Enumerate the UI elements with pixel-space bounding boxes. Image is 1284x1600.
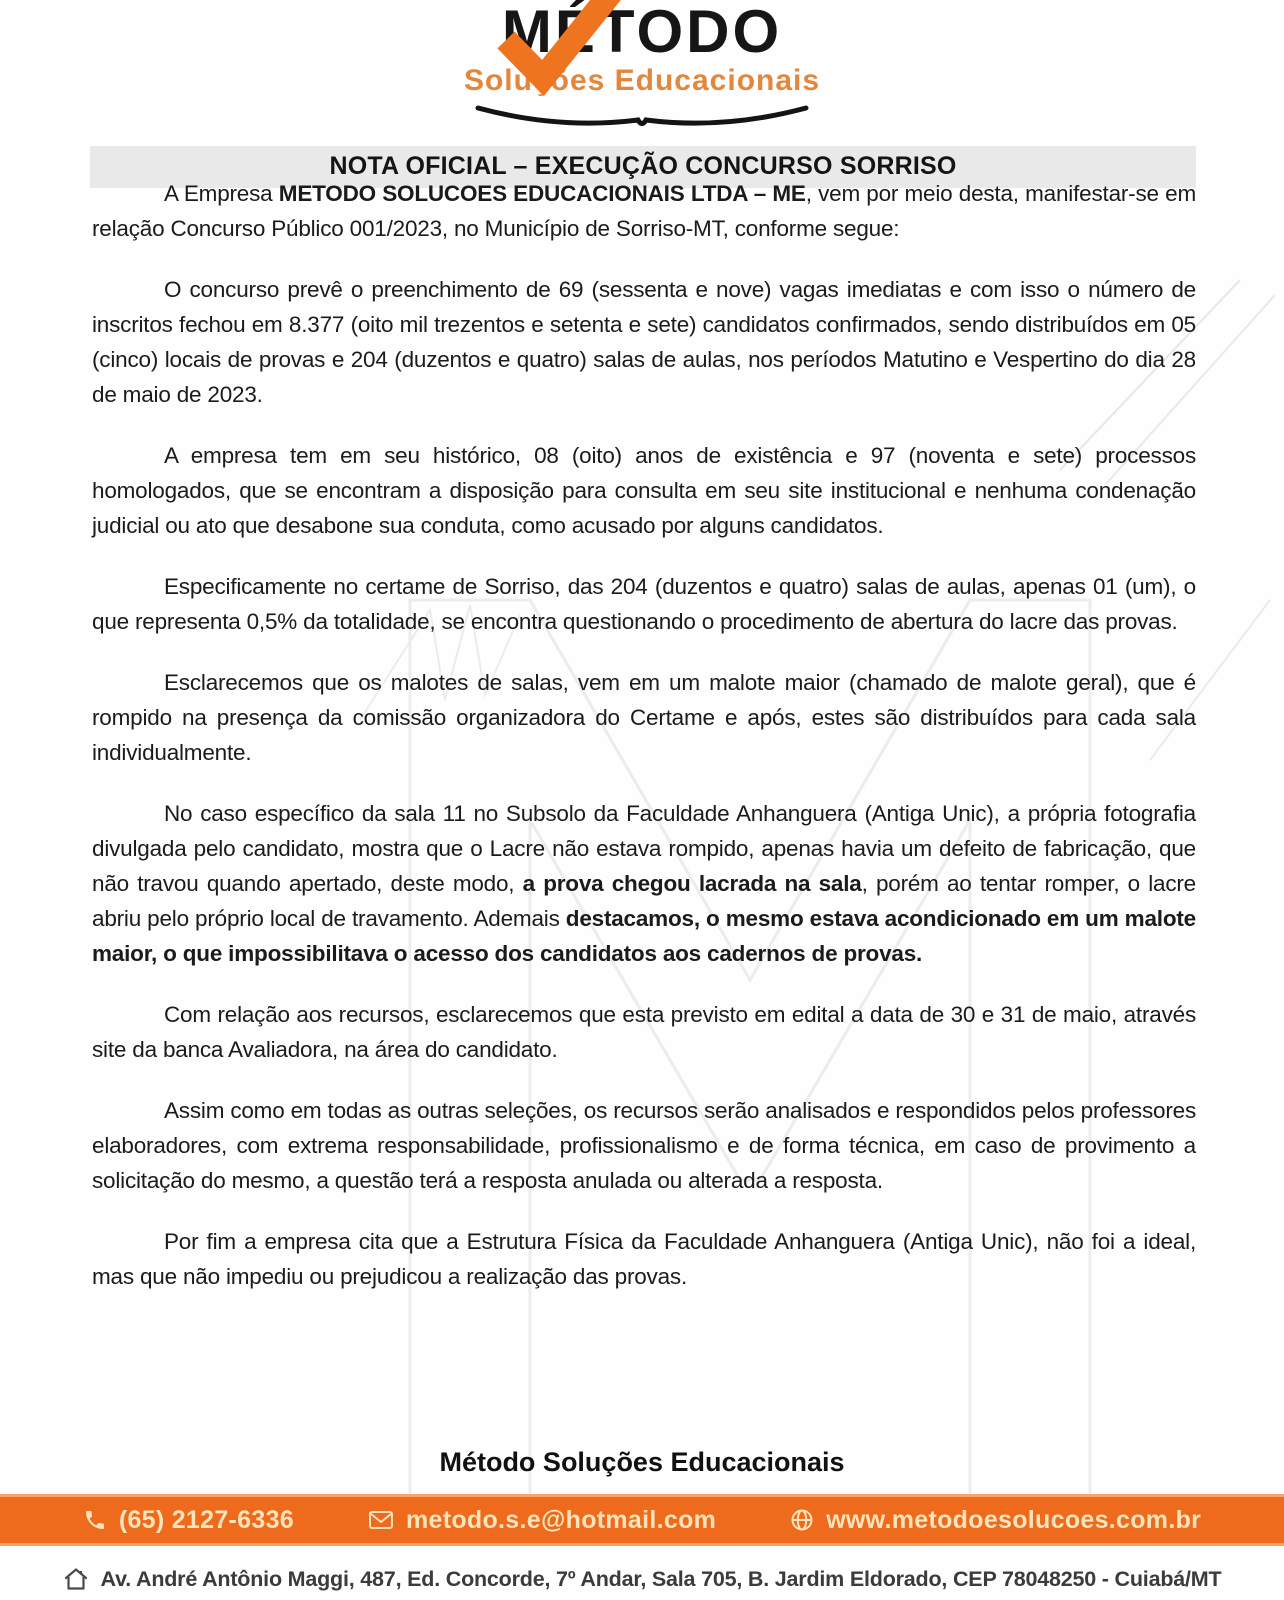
- text-segment: Assim como em todas as outras seleções, os recursos serão analisados e respondidos pelos professores elaboradores, com extrema responsabilidade, profissionalismo e de forma técnica, em caso de provimento a solicitação do mesmo, a questão terá a resposta anulada ou alterada a resposta.: [92, 1098, 1196, 1193]
- text-segment: Com relação aos recursos, esclarecemos que esta previsto em edital a data de 30 e 31 de maio, através site da banca Avaliadora, na área do candidato.: [92, 1002, 1196, 1062]
- paragraph: [92, 569, 1196, 639]
- page-title: NOTA OFICIAL – EXECUÇÃO CONCURSO SORRISO: [329, 152, 957, 180]
- text-segment: METODO SOLUCOES EDUCACIONAIS LTDA – ME: [278, 181, 806, 206]
- company-address: Av. André Antônio Maggi, 487, Ed. Concorde, 7º Andar, Sala 705, B. Jardim Eldorado, CEP 78048250 - Cuiabá/MT: [100, 1566, 1222, 1591]
- text-segment: destacamos, o mesmo estava acondicionado em um malote maior, o que impossibilitava o acesso dos candidatos aos cadernos de provas.: [92, 906, 1196, 966]
- paragraph: [92, 796, 1196, 971]
- text-segment: Esclarecemos que os malotes de salas, vem em um malote maior (chamado de malote geral), que é rompido na presença da comissão organizadora do Certame e após, estes são distribuídos para cada sala individualmente.: [92, 670, 1196, 765]
- signature-line: Método Soluções Educacionais: [439, 1447, 845, 1477]
- text-segment: A empresa tem em seu histórico, 08 (oito) anos de existência e 97 (noventa e sete) processos homologados, que se encontram a disposição para consulta em seu site institucional e nenhuma condenação judicial ou ato que desabone sua conduta, como acusado por alguns candidatos.: [92, 443, 1196, 538]
- book-swoosh-icon: [472, 100, 812, 134]
- logo-tagline: Soluções Educacionais: [463, 64, 821, 97]
- paragraph: [92, 665, 1196, 770]
- text-segment: Por fim a empresa cita que a Estrutura Física da Faculdade Anhanguera (Antiga Unic), não foi a ideal, mas que não impediu ou prejudicou a realização das provas.: [92, 1229, 1196, 1289]
- document-body: [92, 176, 1196, 1320]
- website-url: www.metodoesolucoes.com.br: [826, 1505, 1202, 1534]
- logo-brand-text: MÉTODO: [501, 0, 783, 65]
- text-segment: a prova chegou lacrada na sala: [522, 871, 862, 896]
- text-segment: Especificamente no certame de Sorriso, das 204 (duzentos e quatro) salas de aulas, apenas 01 (um), o que representa 0,5% da totalidade, se encontra questionando o procedimento de abertura do lacre das provas.: [92, 574, 1196, 634]
- contact-bar: [0, 1494, 1284, 1546]
- phone-contact: [83, 1506, 294, 1535]
- text-segment: A Empresa: [164, 181, 279, 206]
- checkmark-icon: [488, 0, 638, 98]
- text-segment: O concurso prevê o preenchimento de 69 (sessenta e nove) vagas imediatas e com isso o número de inscritos fechou em 8.377 (oito mil trezentos e setenta e sete) candidatos confirmados, sendo distribuídos em 05 (cinco) locais de provas e 204 (duzentos e quatro) salas de aulas, nos períodos Matutino e Vespertino do dia 28 de maio de 2023.: [92, 277, 1196, 407]
- globe-icon: [790, 1508, 814, 1532]
- paragraph: [92, 438, 1196, 543]
- phone-icon: [83, 1508, 107, 1532]
- text-segment: No caso específico da sala 11 no Subsolo da Faculdade Anhanguera (Antiga Unic), a própria fotografia divulgada pelo candidato, mostra que o Lacre não estava rompido, apenas havia um defeito de fabricação, que não travou quando apertado, deste modo,: [92, 801, 1196, 896]
- email-icon: [368, 1509, 394, 1531]
- paragraph: [92, 997, 1196, 1067]
- paragraph: [92, 272, 1196, 412]
- paragraph: [92, 1224, 1196, 1294]
- company-logo: [0, 0, 1284, 134]
- house-icon: [63, 1566, 89, 1592]
- website-contact: [790, 1506, 1201, 1535]
- phone-number: (65) 2127-6336: [118, 1505, 294, 1534]
- email-contact: [368, 1506, 716, 1535]
- paragraph: [92, 176, 1196, 246]
- address-row: [0, 1566, 1284, 1592]
- email-address: metodo.s.e@hotmail.com: [405, 1505, 717, 1534]
- text-segment: , vem por meio desta, manifestar-se em relação Concurso Público 001/2023, no Município de Sorriso-MT, conforme segue:: [92, 181, 1196, 241]
- paragraph: [92, 1093, 1196, 1198]
- text-segment: , porém ao tentar romper, o lacre abriu pelo próprio local de travamento. Ademais: [92, 871, 1196, 931]
